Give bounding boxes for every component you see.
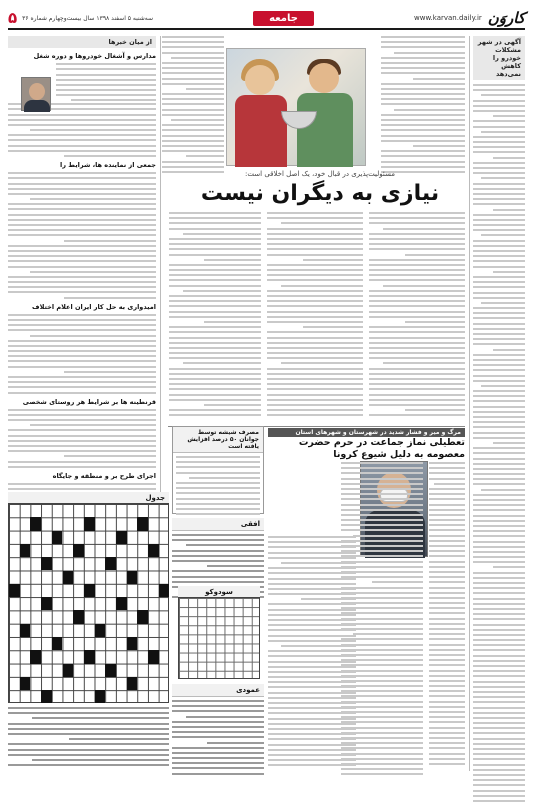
crossword-black-cell xyxy=(30,650,41,663)
crossword-black-cell xyxy=(116,597,127,610)
crossword-title: جدول xyxy=(8,492,169,505)
page-number: ۵ xyxy=(8,9,18,27)
crossword-black-cell xyxy=(41,557,52,570)
issue-info: سه‌شنبه ۵ اسفند ۱۳۹۸ سال بیست‌وچهارم شماره ۳۶ xyxy=(22,14,154,22)
crossword-black-cell xyxy=(105,664,116,677)
crossword-black-cell xyxy=(20,544,31,557)
lower-feature-kicker: مرگ و میر و فشار شدید در شهرستان و شهرهای استان xyxy=(268,428,465,437)
column-divider xyxy=(160,36,161,496)
crossword-black-cell xyxy=(20,677,31,690)
crossword-black-cell xyxy=(41,597,52,610)
crossword-black-cell xyxy=(105,557,116,570)
crossword-bottom-clues xyxy=(8,707,169,771)
feature-text-column-left xyxy=(162,36,224,176)
left-subhead-2[interactable]: امیدواری به حل کار ایران اعلام اختلاف xyxy=(32,302,156,311)
right-column xyxy=(473,36,525,771)
left-subhead-4[interactable]: اجرای طرح بر و منطقه و جایگاه xyxy=(52,471,156,480)
crossword-black-cell xyxy=(63,571,74,584)
crossword-black-cell xyxy=(159,584,170,597)
crossword-black-cell xyxy=(84,517,95,530)
left-column-subhead[interactable]: مدارس و آشغال خودروها و دوره شغل xyxy=(33,52,156,60)
feature-body-col-b xyxy=(267,212,363,422)
crossword-black-cell xyxy=(84,584,95,597)
left-column-header[interactable]: از میان خبرها xyxy=(8,36,156,48)
crossword-black-cell xyxy=(30,517,41,530)
crossword-clues-vertical xyxy=(172,684,264,772)
crossword-black-cell xyxy=(127,677,138,690)
top-feature-kicker: مسئولیت‌پذیری در قبال خود، یک اصل اخلاقی است: xyxy=(245,170,395,178)
lower-text-right xyxy=(429,462,465,772)
crossword-black-cell xyxy=(9,584,20,597)
feature-body-col-a xyxy=(369,212,465,422)
masthead-issue xyxy=(8,9,153,27)
crossword-black-cell xyxy=(127,637,138,650)
crossword-black-cell xyxy=(52,637,63,650)
crossword-black-cell xyxy=(41,690,52,703)
left-subhead-3[interactable]: قرنطینه ها بر شرایط هر روستای شخصی xyxy=(22,397,156,406)
right-column-header[interactable]: آگهی در شهر مشکلات خودرو را کاهش نمی‌دهد xyxy=(473,36,525,80)
crossword-black-cell xyxy=(73,610,84,623)
crossword-black-cell xyxy=(52,531,63,544)
top-feature-headline[interactable]: نیازی به دیگران نیست xyxy=(200,181,440,206)
clues-vertical-header: عمودی xyxy=(172,684,264,697)
column-divider xyxy=(469,36,470,771)
newspaper-logo[interactable]: کاروَن xyxy=(487,9,525,27)
right-column-body xyxy=(473,84,525,802)
middle-news-box xyxy=(172,426,264,514)
section-label: جامعه xyxy=(253,11,314,26)
crossword-black-cell xyxy=(116,531,127,544)
crossword-black-cell xyxy=(148,650,159,663)
crossword-black-cell xyxy=(137,517,148,530)
feature-body-col-c xyxy=(169,212,261,422)
crossword-black-cell xyxy=(127,571,138,584)
lower-feature-headline[interactable]: تعطیلی نماز جماعت در حرم حضرت معصومه به دلیل شیوع کرونا xyxy=(298,437,465,461)
lower-text-left xyxy=(268,536,356,772)
crossword-black-cell xyxy=(148,544,159,557)
masthead xyxy=(8,8,525,30)
crossword-black-cell xyxy=(20,624,31,637)
children-cooking-photo xyxy=(226,48,366,166)
crossword-grid[interactable] xyxy=(8,503,169,703)
left-subhead-1[interactable]: جمعی از نماینده ها، شرایط را xyxy=(60,161,156,169)
clues-horizontal-header: افقی xyxy=(172,518,264,531)
sudoku-grid[interactable] xyxy=(178,597,260,679)
crossword-black-cell xyxy=(95,690,106,703)
author-photo xyxy=(21,77,51,111)
crossword-black-cell xyxy=(73,544,84,557)
sudoku-title: سودوکو xyxy=(178,586,260,599)
website-url[interactable]: www.karvan.daily.ir xyxy=(414,14,482,22)
crossword-black-cell xyxy=(95,624,106,637)
feature-text-column-1 xyxy=(381,36,465,176)
masthead-brand xyxy=(414,9,525,27)
crossword-black-cell xyxy=(84,650,95,663)
crossword-black-cell xyxy=(63,664,74,677)
crossword-black-cell xyxy=(137,610,148,623)
crossword-clues xyxy=(172,518,264,594)
middle-box-title[interactable]: مصرف شیشه توسط جوانان ۵۰ درصد افزایش یافته است xyxy=(173,427,263,453)
